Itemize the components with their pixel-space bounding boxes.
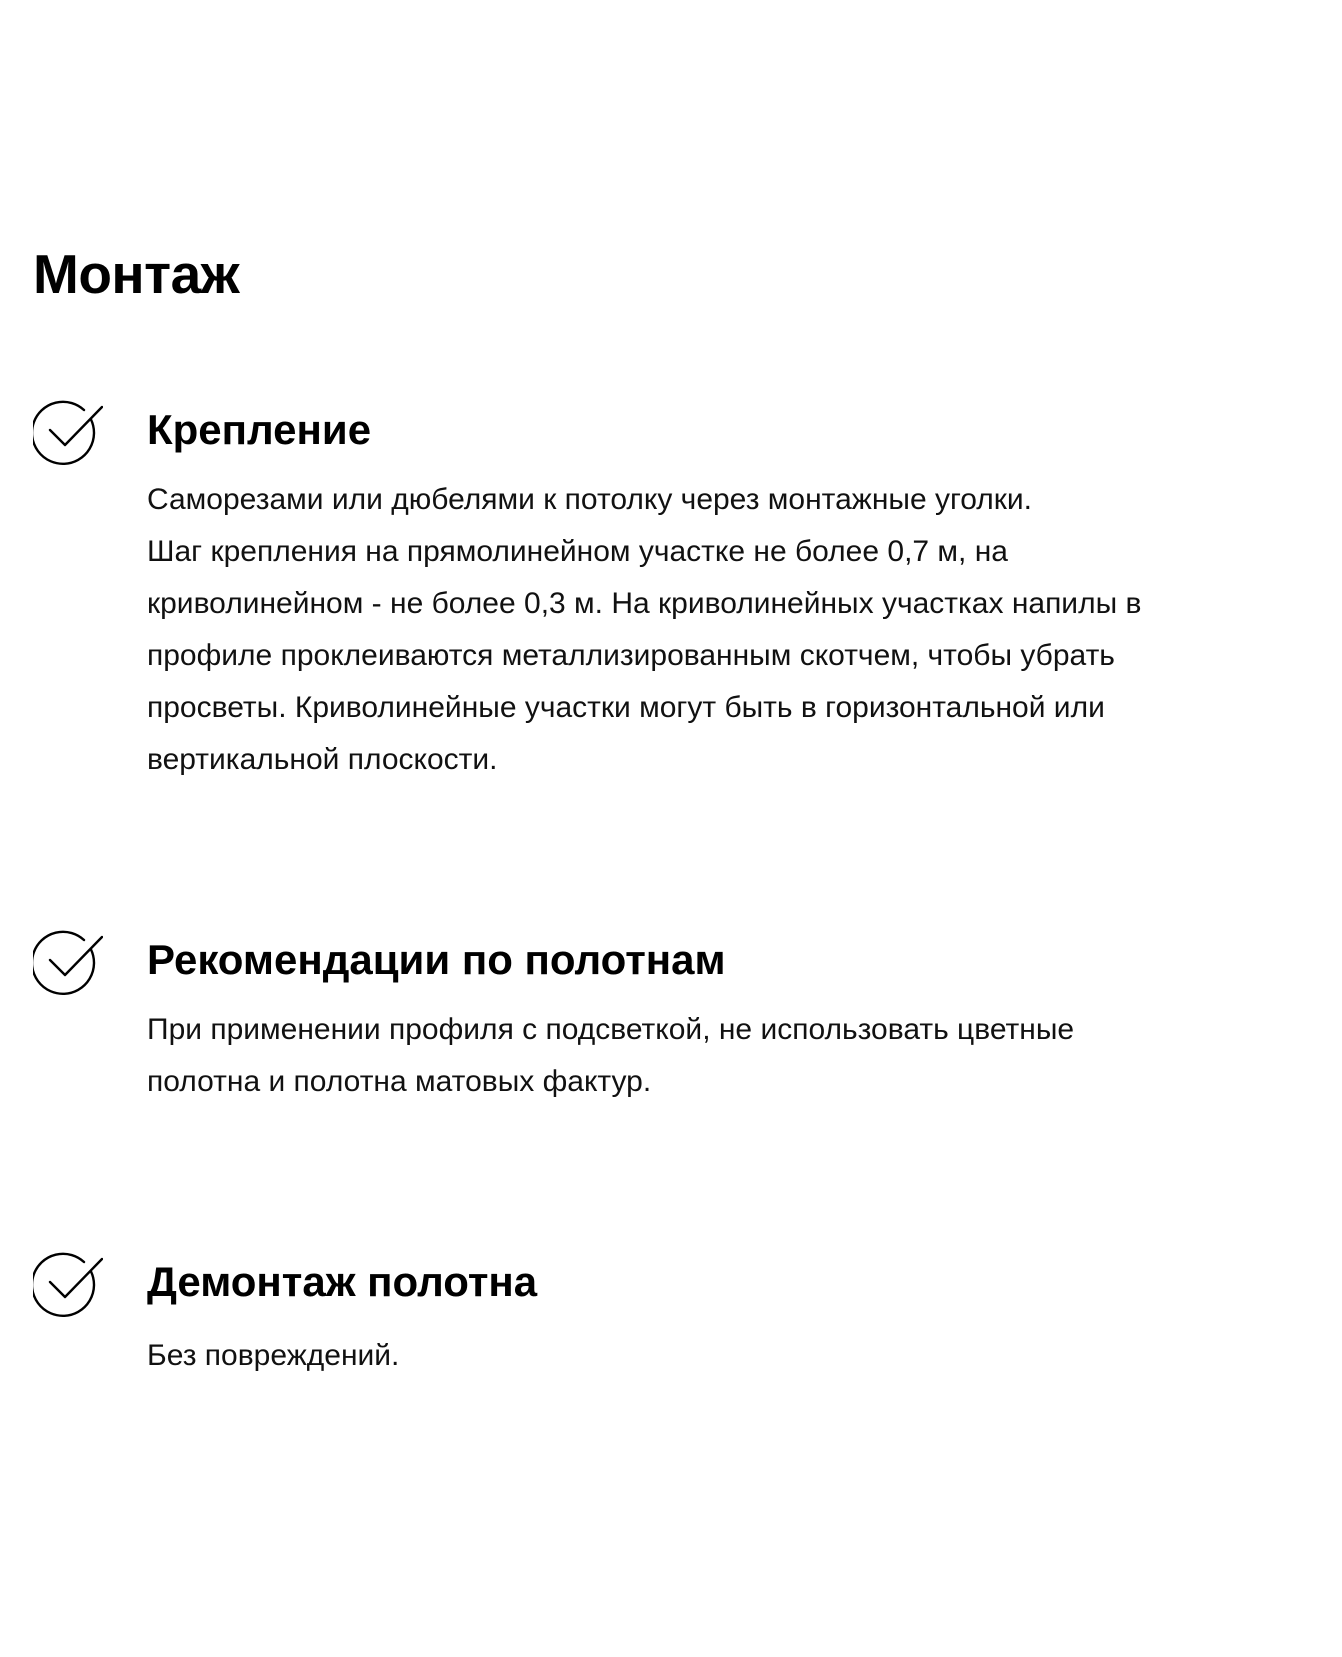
check-circle-icon [33,930,103,996]
body-line: профиле проклеиваются металлизированным скотчем, чтобы убрать [147,639,1115,672]
check-circle-icon [33,1252,103,1318]
section-body [147,474,1277,786]
check-circle-icon [33,400,103,466]
section-heading: Крепление [147,406,372,453]
section-heading: Демонтаж полотна [147,1258,538,1305]
body-line: Саморезами или дюбелями к потолку через монтажные уголки. [147,483,1033,516]
body-line: просветы. Криволинейные участки могут быть в горизонтальной или [147,691,1105,724]
section-heading: Рекомендации по полотнам [147,936,726,983]
body-line: При применении профиля с подсветкой, не использовать цветные [147,1013,1075,1046]
body-line: Шаг крепления на прямолинейном участке не более 0,7 м, на [147,535,1008,568]
body-line: полотна и полотна матовых фактур. [147,1065,652,1098]
section-body [147,1330,1277,1382]
body-line: криволинейном - не более 0,3 м. На криволинейных участках напилы в [147,587,1142,620]
page-title: Монтаж [33,243,240,305]
section-body [147,1004,1277,1108]
body-line: Без повреждений. [147,1339,400,1372]
body-line: вертикальной плоскости. [147,743,498,776]
